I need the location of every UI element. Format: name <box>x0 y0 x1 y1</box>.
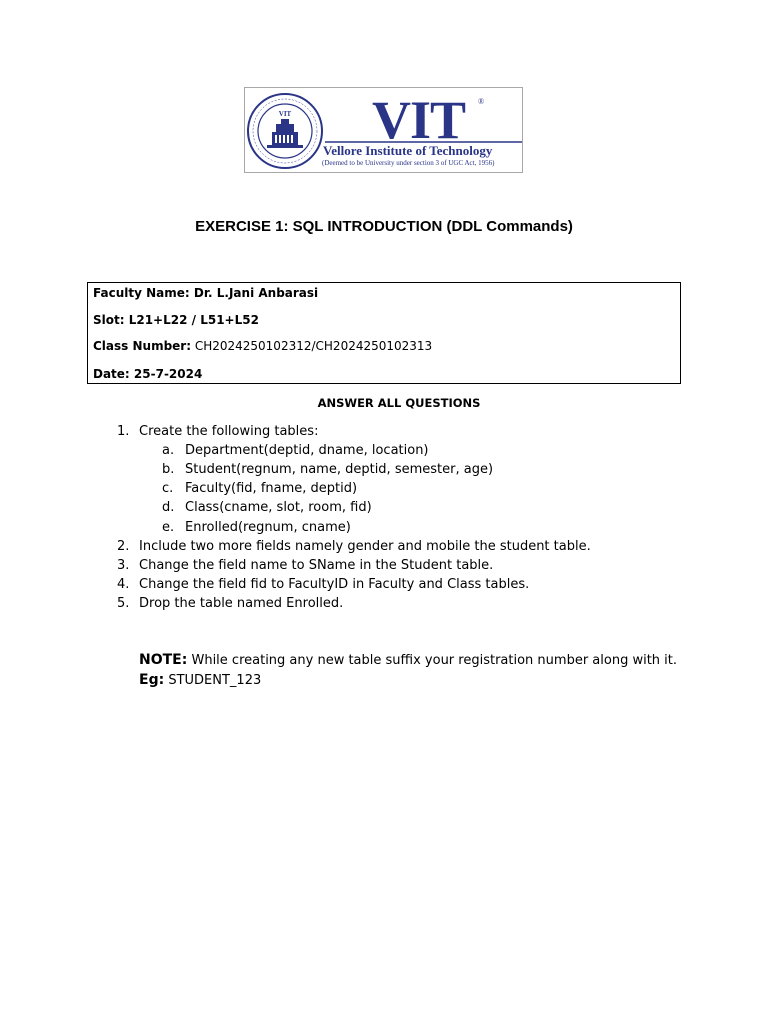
question-number: 4. <box>117 577 130 592</box>
slot: Slot: L21+L22 / L51+L52 <box>93 313 259 327</box>
subitem-text: Faculty(fid, fname, deptid) <box>185 481 358 496</box>
question-number: 5. <box>117 596 130 611</box>
subitem-text: Student(regnum, name, deptid, semester, age) <box>185 462 494 477</box>
subitem-letter: d. <box>162 500 175 515</box>
subitem-letter: b. <box>162 462 175 477</box>
subitem-text: Class(cname, slot, room, fid) <box>185 500 372 515</box>
subitem-text: Enrolled(regnum, cname) <box>185 520 351 535</box>
subitem-letter: c. <box>162 481 174 496</box>
institute-name: Vellore Institute of Technology <box>323 143 493 158</box>
question-number: 3. <box>117 558 130 573</box>
question-text: Include two more fields namely gender and mobile the student table. <box>139 539 591 554</box>
note <box>139 653 677 668</box>
seal-center-text: VIT <box>278 110 292 118</box>
date: Date: 25-7-2024 <box>93 367 203 381</box>
class-number-label: Class Number: <box>93 339 192 353</box>
vit-wordmark: VIT <box>372 90 466 150</box>
question-text: Change the field fid to FacultyID in Faculty and Class tables. <box>139 577 530 592</box>
registered-mark: ® <box>478 97 485 106</box>
subitem-letter: a. <box>162 443 175 458</box>
class-number <box>93 339 432 353</box>
note-label: NOTE: <box>139 652 188 668</box>
exercise-title: EXERCISE 1: SQL INTRODUCTION (DDL Commands) <box>195 218 573 235</box>
note-text: While creating any new table suffix your registration number along with it. <box>187 653 678 668</box>
institute-subtitle: (Deemed to be University under section 3 of UGC Act, 1956) <box>322 159 495 167</box>
example-text: STUDENT_123 <box>164 673 262 688</box>
question-text: Change the field name to SName in the Student table. <box>139 558 494 573</box>
info-box <box>87 282 681 384</box>
faculty-name: Faculty Name: Dr. L.Jani Anbarasi <box>93 286 319 300</box>
question-text: Drop the table named Enrolled. <box>139 596 344 611</box>
question-number: 2. <box>117 539 130 554</box>
example-label: Eg: <box>139 672 165 688</box>
subitem-letter: e. <box>162 520 175 535</box>
example <box>139 673 261 688</box>
question-number: 1. <box>117 424 130 439</box>
instruction: ANSWER ALL QUESTIONS <box>317 396 481 410</box>
subitem-text: Department(deptid, dname, location) <box>185 443 429 458</box>
question-text: Create the following tables: <box>139 424 319 439</box>
class-number-value: CH2024250102312/CH2024250102313 <box>191 339 433 353</box>
